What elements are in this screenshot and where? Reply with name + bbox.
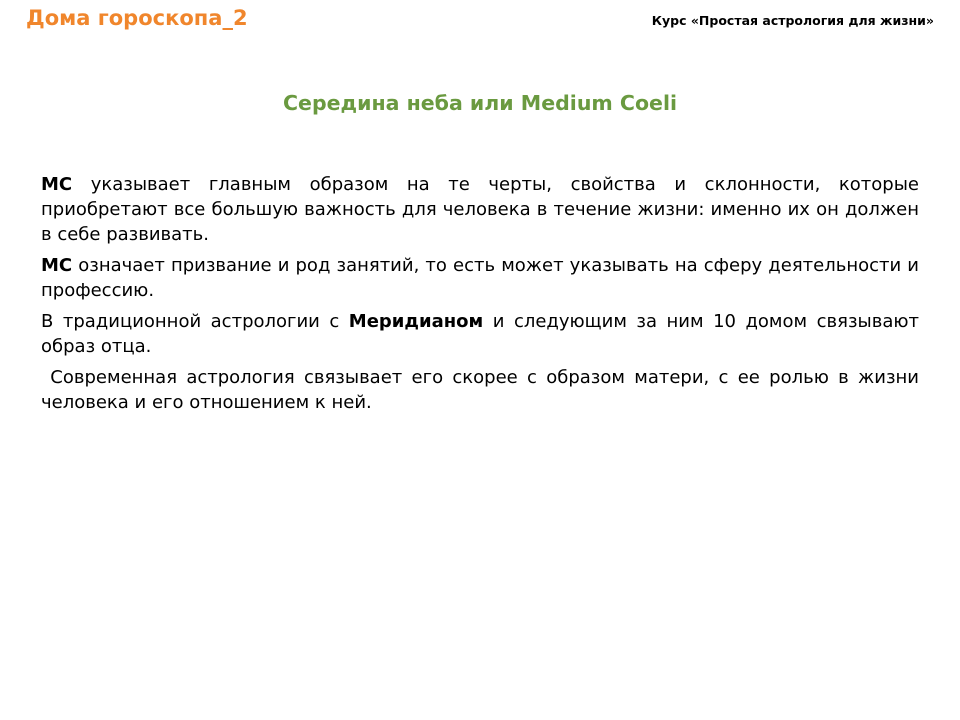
paragraph-bold-term: МС bbox=[41, 174, 73, 195]
paragraph-text: Современная астрология связывает его скорее с образом матери, с ее ролью в жизни человека и его отношением к ней. bbox=[41, 367, 925, 413]
paragraph-text: В традиционной астрологии с bbox=[41, 311, 349, 332]
paragraph-modern bbox=[41, 365, 925, 415]
paragraph-text: указывает главным образом на те черты, свойства и склонности, которые приобретают все большую важность для человека в течение жизни: именно их он должен в себе развивать. bbox=[41, 174, 919, 245]
paragraph-traditional bbox=[41, 309, 919, 359]
paragraph-mc-vocation bbox=[41, 253, 919, 303]
slide-title: Дома гороскопа_2 bbox=[26, 6, 248, 30]
paragraph-text: и следующим за ним 10 домом связывают образ отца. bbox=[41, 311, 920, 357]
paragraph-mc-traits bbox=[41, 172, 919, 247]
course-label: Курс «Простая астрология для жизни» bbox=[651, 13, 934, 28]
body-text bbox=[41, 172, 925, 421]
section-heading: Середина неба или Medium Coeli bbox=[283, 91, 677, 115]
paragraph-text: означает призвание и род занятий, то есть может указывать на сферу деятельности и профессию. bbox=[41, 255, 919, 301]
paragraph-bold-term: МС bbox=[41, 255, 73, 276]
paragraph-bold-term: Меридианом bbox=[348, 311, 484, 332]
